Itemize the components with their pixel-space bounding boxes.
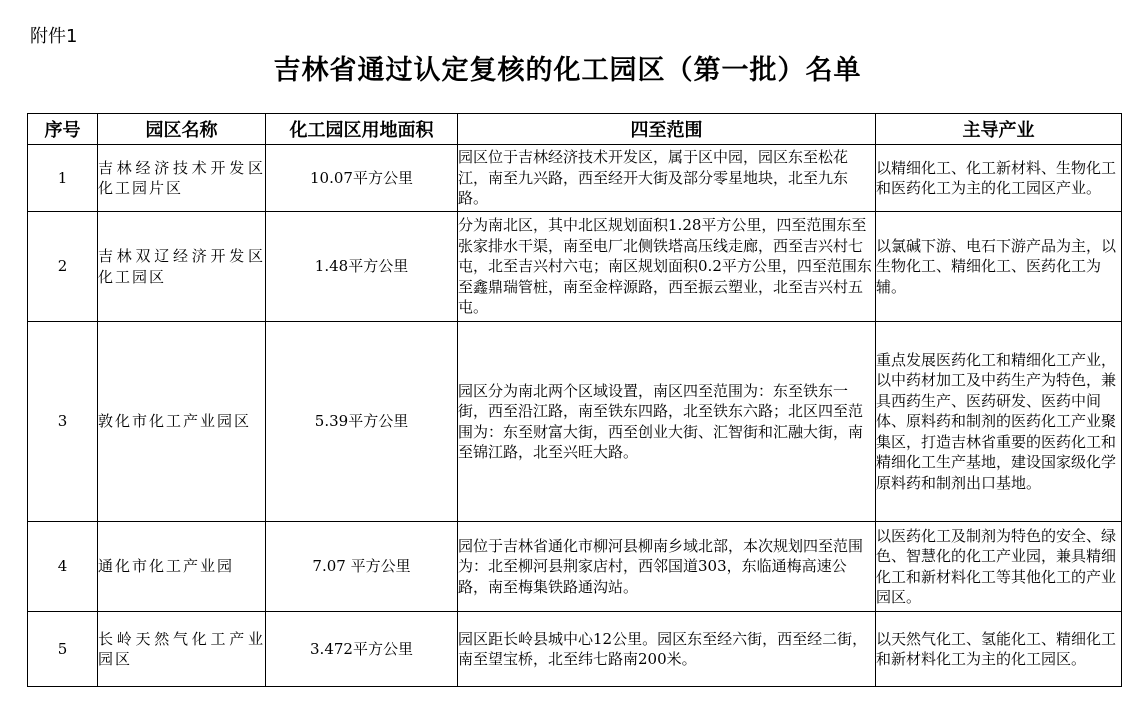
row-no: 5: [28, 612, 98, 687]
row-no: 2: [28, 212, 98, 322]
table-row: [28, 612, 1122, 687]
row-no: 3: [28, 322, 98, 522]
row-boundary: 园位于吉林省通化市柳河县柳南乡域北部，本次规划四至范围为：北至柳河县荆家店村，西邻国道303，东临通梅高速公路，南至梅集铁路通沟站。: [458, 522, 876, 612]
header-area: 化工园区用地面积: [266, 114, 458, 145]
row-park-name: 长岭天然气化工产业园区: [98, 612, 266, 687]
table-header-row: [28, 114, 1122, 145]
row-no: 1: [28, 145, 98, 212]
row-park-name: 敦化市化工产业园区: [98, 322, 266, 522]
table-row: [28, 522, 1122, 612]
row-industry: 重点发展医药化工和精细化工产业，以中药材加工及中药生产为特色，兼具西药生产、医药研发、医药中间体、原料药和制剂的医药化工产业聚集区，打造吉林省重要的医药化工和精细化工生产基地，建设国家级化学原料药和制剂出口基地。: [876, 322, 1122, 522]
row-area: 3.472平方公里: [266, 612, 458, 687]
row-park-name: 吉林双辽经济开发区化工园区: [98, 212, 266, 322]
park-list-table: [27, 113, 1122, 687]
row-park-name: 通化市化工产业园: [98, 522, 266, 612]
row-park-name: 吉林经济技术开发区化工园片区: [98, 145, 266, 212]
row-area: 7.07 平方公里: [266, 522, 458, 612]
row-no: 4: [28, 522, 98, 612]
header-industry: 主导产业: [876, 114, 1122, 145]
row-industry: 以天然气化工、氢能化工、精细化工和新材料化工为主的化工园区。: [876, 612, 1122, 687]
row-boundary: 园区分为南北两个区域设置，南区四至范围为：东至铁东一街，西至沿江路，南至铁东四路，北至铁东六路；北区四至范围为：东至财富大街，西至创业大街、汇智街和汇融大街，南至锦江路，北至兴旺大路。: [458, 322, 876, 522]
page-title: 吉林省通过认定复核的化工园区（第一批）名单: [273, 55, 862, 86]
row-industry: 以氯碱下游、电石下游产品为主，以生物化工、精细化工、医药化工为辅。: [876, 212, 1122, 322]
header-no: 序号: [28, 114, 98, 145]
row-boundary: 园区距长岭县城中心12公里。园区东至经六街，西至经二街，南至望宝桥，北至纬七路南200米。: [458, 612, 876, 687]
table-row: [28, 212, 1122, 322]
header-boundary: 四至范围: [458, 114, 876, 145]
table-row: [28, 322, 1122, 522]
row-boundary: 分为南北区，其中北区规划面积1.28平方公里，四至范围东至张家排水干渠，南至电厂北侧铁塔高压线走廊，西至吉兴村七屯，北至吉兴村六屯；南区规划面积0.2平方公里，四至范围东至鑫鼎瑞管桩，南至金梓源路，西至振云塑业，北至吉兴村五屯。: [458, 212, 876, 322]
attachment-label: 附件1: [30, 26, 78, 47]
row-area: 1.48平方公里: [266, 212, 458, 322]
row-industry: 以医药化工及制剂为特色的安全、绿色、智慧化的化工产业园，兼具精细化工和新材料化工等其他化工的产业园区。: [876, 522, 1122, 612]
header-park-name: 园区名称: [98, 114, 266, 145]
row-area: 10.07平方公里: [266, 145, 458, 212]
row-area: 5.39平方公里: [266, 322, 458, 522]
table-row: [28, 145, 1122, 212]
row-boundary: 园区位于吉林经济技术开发区，属于区中园，园区东至松花江，南至九兴路，西至经开大街及部分零星地块，北至九东路。: [458, 145, 876, 212]
row-industry: 以精细化工、化工新材料、生物化工和医药化工为主的化工园区产业。: [876, 145, 1122, 212]
